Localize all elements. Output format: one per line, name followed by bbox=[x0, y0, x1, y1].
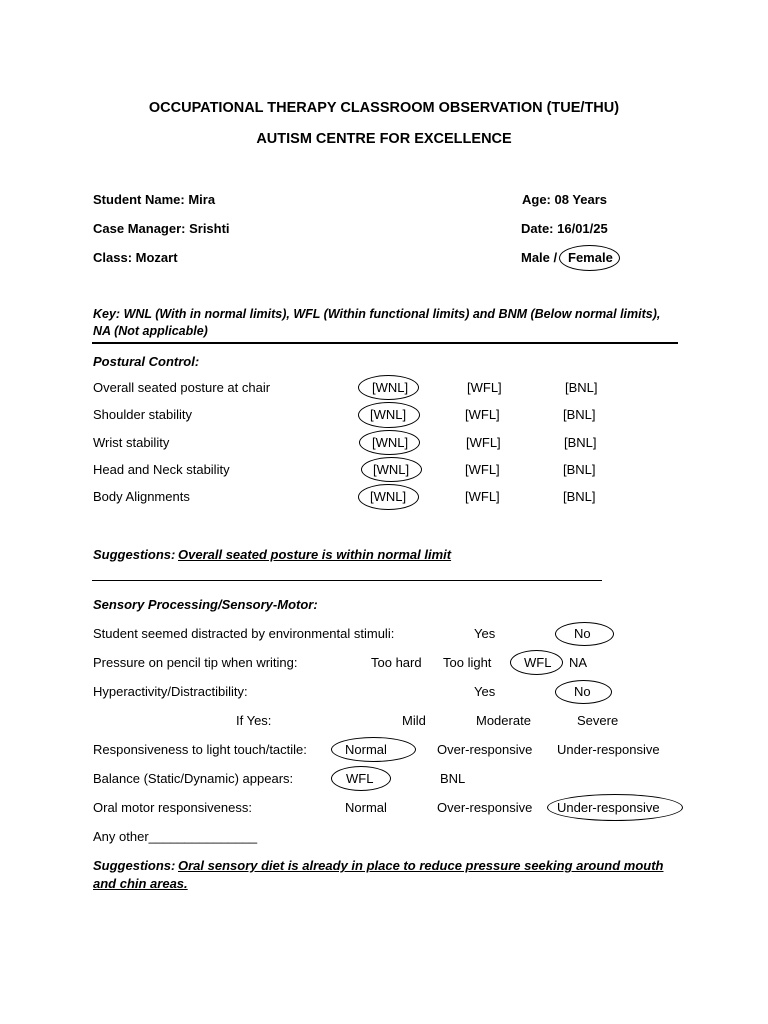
posture-row-label: Head and Neck stability bbox=[93, 462, 230, 477]
selection-circle bbox=[358, 402, 420, 428]
postural-heading: Postural Control: bbox=[93, 354, 200, 369]
selection-circle bbox=[359, 430, 420, 455]
distracted-yes: Yes bbox=[474, 626, 496, 641]
key-line-2: NA (Not applicable) bbox=[93, 324, 208, 338]
wfl-option: [WFL] bbox=[467, 380, 502, 395]
hyperactivity-label: Hyperactivity/Distractibility: bbox=[93, 684, 248, 699]
wnl-option: [WNL] bbox=[373, 462, 410, 477]
sensory-suggestion-line-1: Oral sensory diet is already in place to reduce pressure seeking around mouth bbox=[178, 858, 664, 873]
oral-motor-label: Oral motor responsiveness: bbox=[93, 800, 252, 815]
selection-circle bbox=[358, 375, 419, 400]
selection-circle bbox=[555, 622, 614, 646]
case-manager: Case Manager: Srishti bbox=[93, 221, 230, 236]
balance-wfl: WFL bbox=[346, 771, 374, 786]
wnl-option: [WNL] bbox=[370, 489, 407, 504]
sensory-suggestion-label: Suggestions: bbox=[93, 858, 176, 873]
selection-circle bbox=[358, 484, 419, 510]
balance-bnl: BNL bbox=[440, 771, 466, 786]
sensory-suggestion-line-2: and chin areas. bbox=[93, 876, 188, 891]
selection-circle bbox=[331, 737, 416, 762]
distracted-label: Student seemed distracted by environmental stimuli: bbox=[93, 626, 395, 641]
if-yes-label: If Yes: bbox=[236, 713, 272, 728]
oral-normal: Normal bbox=[345, 800, 387, 815]
wfl-option: [WFL] bbox=[465, 407, 500, 422]
wnl-option: [WNL] bbox=[372, 380, 409, 395]
oral-over: Over-responsive bbox=[437, 800, 533, 815]
suggestion-underline bbox=[92, 580, 602, 581]
student-name: Student Name: Mira bbox=[93, 192, 216, 207]
balance-label: Balance (Static/Dynamic) appears: bbox=[93, 771, 294, 786]
wnl-option: [WNL] bbox=[370, 407, 407, 422]
wfl-option: [WFL] bbox=[465, 489, 500, 504]
hyperactivity-yes: Yes bbox=[474, 684, 496, 699]
posture-row-label: Shoulder stability bbox=[93, 407, 192, 422]
postural-suggestion-label: Suggestions: bbox=[93, 547, 176, 562]
bnl-option: [BNL] bbox=[563, 489, 596, 504]
posture-row-label: Wrist stability bbox=[93, 435, 170, 450]
selection-circle bbox=[361, 457, 422, 482]
selection-circle bbox=[547, 794, 683, 821]
pressure-wfl: WFL bbox=[524, 655, 552, 670]
hyperactivity-no: No bbox=[574, 684, 591, 699]
pressure-label: Pressure on pencil tip when writing: bbox=[93, 655, 298, 670]
severity-moderate: Moderate bbox=[476, 713, 531, 728]
selection-circle bbox=[559, 245, 620, 271]
student-age: Age: 08 Years bbox=[522, 192, 608, 207]
touch-under: Under-responsive bbox=[557, 742, 660, 757]
selection-circle bbox=[331, 766, 391, 791]
bnl-option: [BNL] bbox=[563, 462, 596, 477]
distracted-no: No bbox=[574, 626, 591, 641]
gender-male: Male / bbox=[521, 250, 558, 265]
sensory-heading: Sensory Processing/Sensory-Motor: bbox=[93, 597, 318, 612]
wfl-option: [WFL] bbox=[466, 435, 501, 450]
wnl-option: [WNL] bbox=[372, 435, 409, 450]
postural-suggestion-text: Overall seated posture is within normal limit bbox=[178, 547, 452, 562]
pressure-too-light: Too light bbox=[443, 655, 492, 670]
gender-female: Female bbox=[568, 250, 613, 265]
posture-row-label: Body Alignments bbox=[93, 489, 190, 504]
wfl-option: [WFL] bbox=[465, 462, 500, 477]
touch-normal: Normal bbox=[345, 742, 387, 757]
severity-severe: Severe bbox=[577, 713, 619, 728]
observation-date: Date: 16/01/25 bbox=[521, 221, 608, 236]
bnl-option: [BNL] bbox=[563, 407, 596, 422]
pressure-na: NA bbox=[569, 655, 588, 670]
pressure-too-hard: Too hard bbox=[371, 655, 422, 670]
class-name: Class: Mozart bbox=[93, 250, 178, 265]
form-title: OCCUPATIONAL THERAPY CLASSROOM OBSERVATION (TUE/THU) bbox=[148, 100, 620, 116]
form-subtitle: AUTISM CENTRE FOR EXCELLENCE bbox=[256, 131, 512, 147]
any-other-field: Any other_______________ bbox=[93, 829, 258, 844]
posture-row-label: Overall seated posture at chair bbox=[93, 380, 271, 395]
severity-mild: Mild bbox=[402, 713, 426, 728]
key-line-1: Key: WNL (With in normal limits), WFL (Within functional limits) and BNM (Below normal limits), bbox=[93, 307, 661, 321]
touch-label: Responsiveness to light touch/tactile: bbox=[93, 742, 307, 757]
section-divider bbox=[92, 342, 678, 344]
touch-over: Over-responsive bbox=[437, 742, 533, 757]
bnl-option: [BNL] bbox=[565, 380, 598, 395]
selection-circle bbox=[510, 650, 563, 675]
oral-under: Under-responsive bbox=[557, 800, 660, 815]
bnl-option: [BNL] bbox=[564, 435, 597, 450]
selection-circle bbox=[555, 680, 612, 704]
